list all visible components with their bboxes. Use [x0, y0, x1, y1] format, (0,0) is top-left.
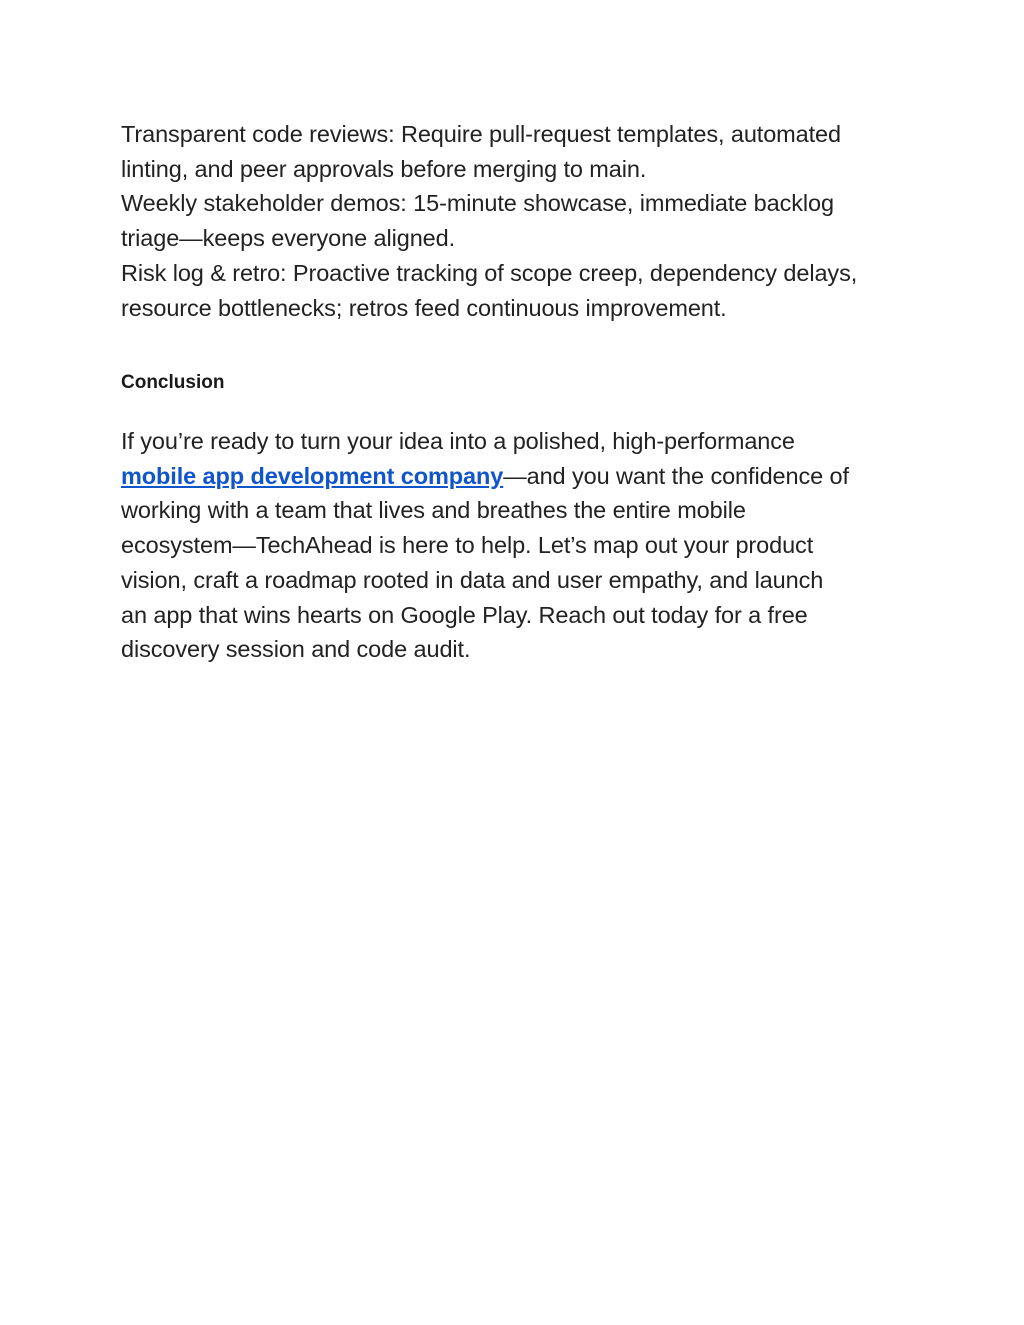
document-page: [121, 117, 911, 663]
mobile-app-development-link[interactable]: mobile app development company: [121, 462, 504, 489]
text-line-with-link: [121, 459, 911, 494]
text-after-link: —and you want the confidence of: [503, 462, 849, 489]
text-line: Transparent code reviews: Require pull-request templates, automated: [121, 121, 841, 147]
text-line: resource bottlenecks; retros feed continuous improvement.: [121, 294, 727, 321]
text-line: linting, and peer approvals before merging to main.: [121, 155, 647, 182]
conclusion-heading: Conclusion: [121, 372, 225, 393]
text-line: Risk log & retro: Proactive tracking of scope creep, dependency delays,: [121, 259, 858, 286]
text-line: triage—keeps everyone aligned.: [121, 225, 456, 252]
text-line: an app that wins hearts on Google Play. Reach out today for a free: [121, 601, 808, 628]
text-line: vision, craft a roadmap rooted in data and user empathy, and launch: [121, 566, 824, 593]
text-line: If you’re ready to turn your idea into a polished, high-performance: [121, 428, 795, 454]
conclusion-paragraph: [121, 424, 911, 667]
practices-paragraph: [121, 117, 911, 325]
text-line: discovery session and code audit.: [121, 636, 471, 663]
text-line: ecosystem—TechAhead is here to help. Let’s map out your product: [121, 532, 814, 559]
text-line: working with a team that lives and breathes the entire mobile: [121, 497, 746, 524]
text-line: Weekly stakeholder demos: 15-minute showcase, immediate backlog: [121, 190, 834, 217]
